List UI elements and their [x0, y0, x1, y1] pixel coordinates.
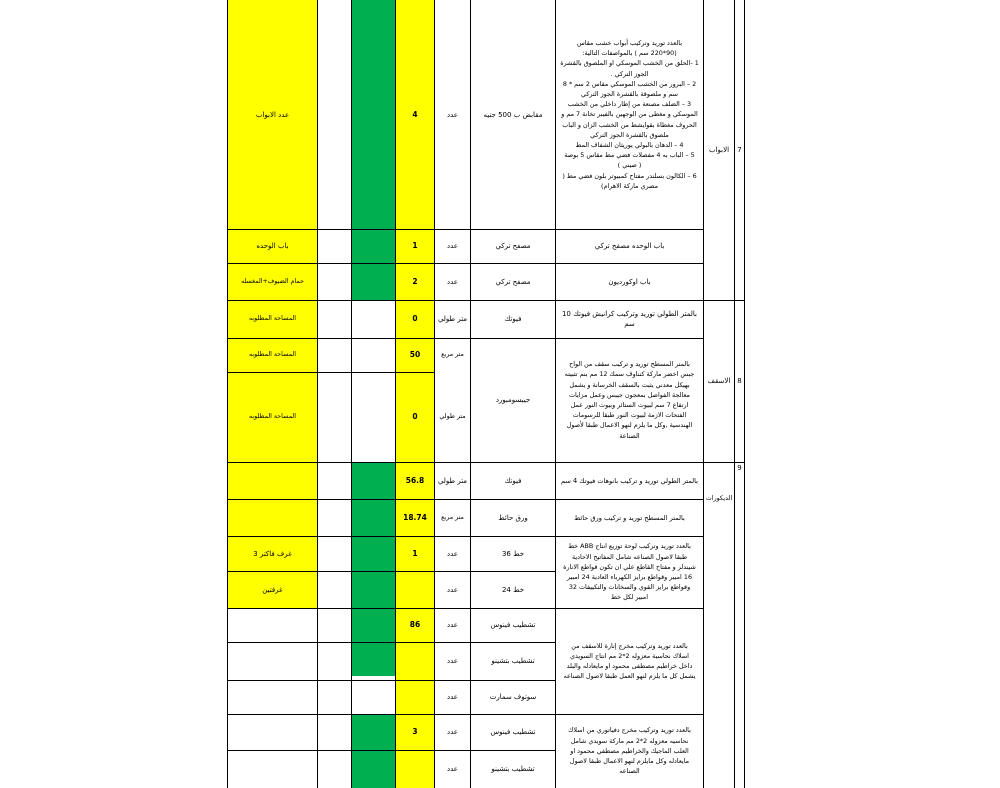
item-description: بالمتر المسطح توريد و تركيب سقف من الواح جبس اخضر ماركة كنناوف سمك 12 مم بنم تثبيته بهيكل معدني يثبت بالسقف الخرسانة و يشمل معالجة الفواصل بمعجون جيبس وعمل مزايات ارتفاع 7 سم لبيوت الستائر وبيوت النور عمل الفتحات الازمة لبيوت النور طبقا للرسومات الهندسية ,وكل ما يلزم لنهو الاعمال طبقا لأصول الصناعة — [564, 360, 695, 440]
note-cell: المساحة المطلوبه — [248, 315, 297, 322]
spec-cell: سوتوف سمارت — [489, 693, 537, 701]
qty-cell: 0 — [412, 314, 418, 323]
qty-cell: 1 — [412, 241, 418, 250]
item-description: بالمتر المسطح توريد و تركيب ورق حائط — [574, 513, 685, 522]
spec-cell: فيوتك — [504, 315, 522, 323]
note-cell: المساحة المطلوبه — [248, 351, 297, 358]
item-description: باب اوكورديون — [608, 277, 651, 286]
unit-cell: عدد — [447, 242, 458, 250]
unit-cell: متر طولي — [439, 413, 466, 420]
unit-cell: عدد — [447, 728, 458, 736]
note-cell: حمام الضيوف+المغسله — [241, 277, 304, 285]
unit-cell: عدد — [447, 277, 458, 286]
spec-cell: جيبسومبورد — [495, 396, 531, 404]
spec-cell: ورق حائط — [498, 513, 528, 522]
item-name: الابواب — [708, 146, 730, 154]
spec-cell: مقابض ب 500 جنيه — [483, 110, 543, 119]
item-description: بالمتر الطولي توريد و تركيب بانوهات فيوتك 4 سم — [560, 476, 699, 485]
qty-cell: 0 — [412, 412, 418, 421]
item-description: بالعدد توريد وتركيب أبواب خشب مقاس (90*220 سم ) بالمواصفات التالية: 1 -الحلق من الخشب الموسكي او الملصوق بالقشرة الجوز التركي . 2 – البرور من الخشب الموسكي مقاس 2 سم * 8 سم و ملصوقة بالقشرة الجوز التركي 3 – الضلف مصنعة من إطار داخلي من الخشب الموسكي و مغطى من الوجهين بالفيبر تخانة 7 مم و الحروف مغطاة بقوايشط من الخشب الزان و الباب ملصوق بالقشرة الجوز التركي 4 – الدهان بالبولي يوريثان الشفاف المط 5 – الباب به 4 مفصلات فضي مط مقاس 5 بوصة ( صيني ) 6 – الكالون بسلندر مفتاح كمبيوتر بلون فضي مط ( مصري ماركة الاهرام) — [560, 38, 699, 190]
spec-cell: خط 24 — [501, 585, 525, 594]
green-fill — [351, 0, 395, 300]
green-fill — [351, 462, 395, 676]
row-number: 9 — [737, 464, 742, 472]
note-cell: غرف فاكتر 3 — [253, 549, 292, 558]
qty-cell: 3 — [412, 727, 418, 736]
item-description: بالعدد توريد وتركيب مخرج دفياتوري من اسلاك نحاسيه معزوله 2*2 مم ماركة سويدي شامل العلب الماجيك والخراطيم مصطفي محمود او مايعادله وكل مايلزم لنهو الاعمال طبقا لاصول الصناعه — [568, 726, 691, 776]
qty-cell: 4 — [412, 109, 418, 119]
unit-cell: عدد — [447, 657, 458, 665]
green-fill — [351, 714, 395, 788]
unit-cell: عدد — [447, 765, 458, 773]
unit-cell: عدد — [447, 621, 458, 629]
row-number: 7 — [737, 146, 742, 154]
qty-cell: 2 — [412, 276, 418, 286]
spec-cell: تشطيب بتشينو — [491, 657, 535, 665]
unit-cell: عدد — [447, 549, 458, 558]
item-description: باب الوحده مصفح تركي — [594, 242, 665, 250]
item-description: بالعدد توريد وتركيب لوحة توزيع انتاج ABB خط طبقا لاصول الصناعه شامل المفاتيح الاحادية شيندلر و مفتاح القاطع علي ان تكون قواطع الانارة 16 امبير وقواطع برايز الكهرباء العادية 24 امبير وقواطع برايز القوي والسخانات والتكييفات 32 امبير لكل خط — [563, 542, 696, 602]
qty-cell: 86 — [409, 620, 421, 629]
note-cell: غرفتين — [262, 585, 283, 594]
spec-cell: تشطيب فينوس — [490, 621, 536, 629]
note-cell: المساحة المطلوبه — [248, 413, 297, 420]
spec-cell: خط 36 — [501, 549, 525, 558]
unit-cell: عدد — [447, 110, 458, 119]
spec-cell: مصفح تركي — [495, 242, 531, 250]
spec-cell: مصفح تركي — [495, 277, 531, 286]
unit-cell: عدد — [447, 693, 458, 701]
note-cell: عدد الابواب — [255, 110, 290, 119]
spec-cell: فيوتك — [504, 476, 522, 485]
unit-cell: متر مربع — [441, 351, 464, 358]
qty-cell: 18.74 — [403, 512, 427, 522]
qty-cell: 50 — [409, 350, 421, 359]
unit-cell: متر طولي — [437, 476, 468, 485]
unit-cell: عدد — [447, 585, 458, 594]
note-cell: باب الوحده — [256, 242, 289, 250]
unit-cell: متر طولي — [437, 315, 468, 323]
item-description: بالمتر الطولي توريد وتركيب كرانيش فيوتك 10 سم — [561, 310, 698, 328]
item-description: بالعدد توريد وتركيب مخرج إنارة للاسقف من اسلاك نحاسية معزوله 2*2 مم انتاج السويدي داخل خراطيم مصطفى محمود او مايعادله والبلد يشمل كل ما يلزم لنهو العمل طبقا لاصول الصناعه — [563, 641, 696, 681]
item-name: الديكورات — [705, 495, 733, 502]
qty-cell: 1 — [412, 548, 418, 558]
item-name: الاسقف — [707, 377, 731, 385]
spec-cell: تشطيب فينوس — [490, 728, 536, 736]
row-number: 8 — [737, 377, 742, 385]
qty-cell: 56.8 — [405, 475, 425, 485]
unit-cell: متر مربع — [441, 513, 464, 521]
spec-cell: تشطيب بتشينو — [491, 765, 535, 773]
